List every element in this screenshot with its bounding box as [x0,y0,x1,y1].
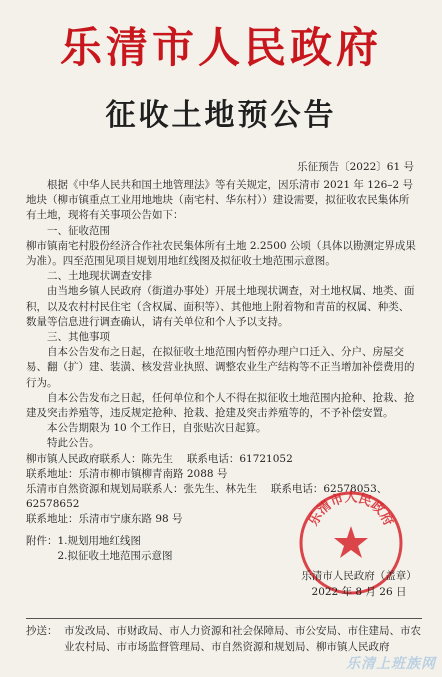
attachment-1-text: 1.规划用地红线图 [57,534,142,547]
cc-list [26,618,422,655]
contact-line-3: 乐清市自然资源和规划局联系人：张先生、林先生 联系电话：62578053、62578652 [26,483,388,511]
signing-date: 2022 年 8 月 26 日 [311,586,407,598]
contact-line-1: 柳市镇人民政府联系人：陈先生 联系电话：61721052 [26,452,293,465]
government-title: 乐清市人民政府 [59,23,382,72]
seal-text: 乐清市人民政府 [306,490,396,529]
cc-label: 抄送： [26,625,58,637]
section-3-heading: 三、其他事项 [47,331,110,344]
section-3-paragraph-1: 自本公告发布之日起，在拟征收土地范围内暂停办理户口迁入、分户、房屋交易、翻（扩）建、装潢、核发营业执照、调整农业生产结构等不正当增加补偿费用的行为。 [26,346,415,389]
document-number: 乐征预告〔2022〕61 号 [297,161,414,173]
attachment-2: 2.拟征收土地范围示意图 [57,549,173,562]
notice-closing: 特此公告。 [47,437,100,450]
notice-title: 征收土地预公告 [105,98,337,133]
attachment-label: 附件： [26,534,58,547]
contact-line-2: 联系地址：乐清市柳市镇柳青南路 2088 号 [26,467,228,480]
intro-paragraph: 根据《中华人民共和国土地管理法》等有关规定，因乐清市 2021 年 126–2 号地块（柳市镇重点工业用地地块（南宅村、华东村））建设需要，拟征收农民集体所有土地，现将有关事项公告如下： [26,179,414,222]
site-watermark: 乐清上班族网 [346,656,436,672]
section-1-text: 柳市镇南宅村股份经济合作社农民集体所有土地 2.2500 公顷（具体以勘测定界成果为准）。四至范围见项目规划用地红线图及拟征收土地范围示意图。 [26,239,416,268]
cc-recipients: 市发改局、市财政局、市人力资源和社会保障局、市公安局、市住建局、市农业农村局、市市场监督管理局、市自然资源和规划局、柳市镇人民政府 [64,625,421,653]
section-3-paragraph-3: 本公告期限为 10 个工作日，自张贴次日起算。 [47,422,267,435]
signing-organization: 乐清市人民政府（盖章） [301,570,417,582]
signature-block [296,568,422,600]
contact-line-4: 联系地址：乐清市宁康东路 98 号 [26,513,183,526]
svg-text:乐清市人民政府 [305,490,396,528]
section-2-heading: 二、土地现状调查安排 [47,270,152,283]
seal-star-icon [334,526,368,558]
section-2-text: 由当地乡镇人民政府（街道办事处）开展土地现状调查，对土地权属、地类、面积，以及农村村民住宅（含权属、面积等）、其他地上附着物和青苗的权属、种类、数量等信息进行调查确认，请有关单位和个人予以支持。 [26,285,415,328]
section-3-paragraph-2: 自本公告发布之日起，任何单位和个人不得在拟征收土地范围内抢种、抢栽、抢建及突击养殖等，违反规定抢种、抢栽、抢建及突击养殖等的，不予补偿安置。 [26,391,415,420]
section-1-heading: 一、征收范围 [47,224,110,237]
